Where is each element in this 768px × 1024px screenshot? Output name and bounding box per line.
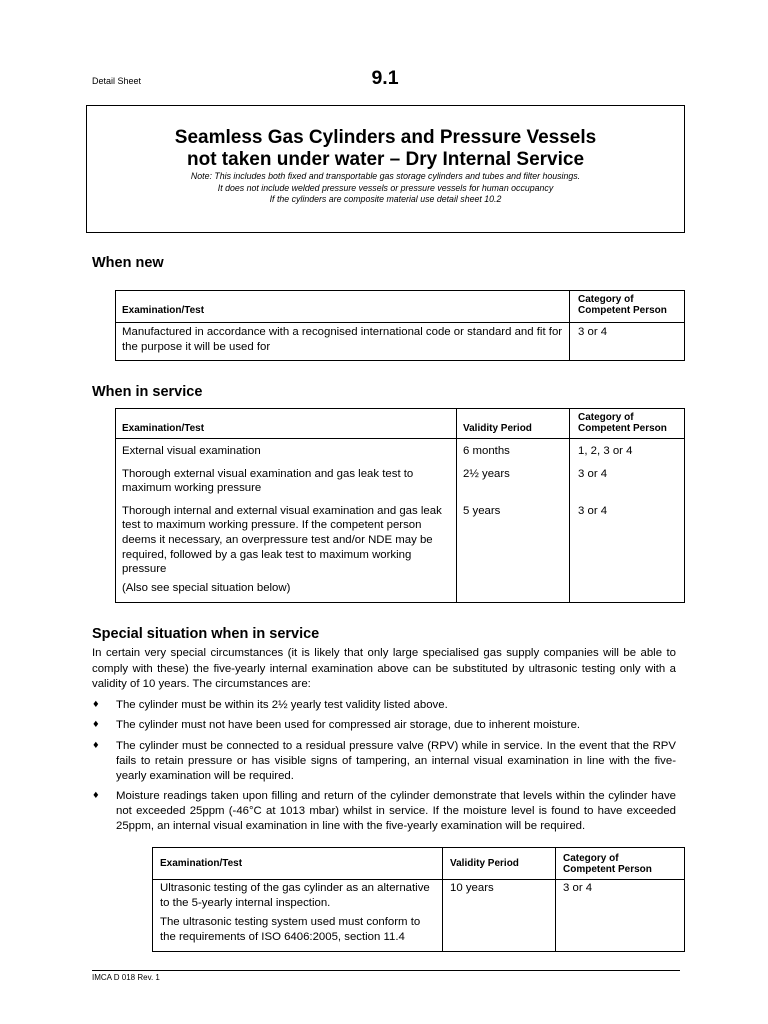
when-in-service-table: [115, 408, 685, 603]
list-item-text: The cylinder must be connected to a residual pressure valve (RPV) while in service. In the event that the RPV fails to retain pressure or has visible signs of tampering, an internal visual examination in line with the five-yearly examination will be required.: [116, 740, 676, 782]
circumstances-list: [92, 698, 676, 834]
list-item-text: The cylinder must be within its 2½ yearly test validity listed above.: [116, 698, 448, 711]
title-box: [86, 105, 685, 233]
table-cell-test: [116, 439, 457, 462]
column-header-test-label: Examination/Test: [160, 858, 243, 869]
column-header-validity-label: Validity Period: [450, 858, 519, 869]
table-body: [153, 880, 684, 951]
column-header-category-label: Category of Competent Person: [563, 852, 652, 875]
column-header-category: [570, 291, 684, 322]
table-cell-validity: 6 months: [457, 439, 570, 462]
test-description: Manufactured in accordance with a recognised international code or standard and fit for the purpose it will be used for: [122, 326, 563, 353]
table-header-row: [153, 848, 684, 880]
table-header-row: [116, 409, 684, 439]
test-requirement: The ultrasonic testing system used must conform to the requirements of ISO 6406:2005, section 11.4: [160, 916, 421, 943]
table-header-row: [116, 291, 684, 323]
list-item-text: Moisture readings taken upon filling and return of the cylinder demonstrate that levels within the cylinder have not exceeded 25ppm (-46°C at 1013 mbar) whilst in service. If the moisture level is found to have exceeded 25ppm, an internal visual examination in line with the five-yearly examination will be required.: [116, 790, 676, 833]
table-cell-category: 3 or 4: [578, 326, 608, 338]
when-in-service-heading: When in service: [92, 384, 203, 400]
diamond-bullet-icon: ♦: [92, 791, 100, 802]
column-header-test-label: Examination/Test: [122, 305, 205, 316]
table-cell-test: [116, 323, 570, 360]
table-cell-category: 1, 2, 3 or 4: [578, 445, 633, 457]
table-cell-category: 3 or 4: [578, 467, 608, 480]
special-situation-heading: Special situation when in service: [92, 626, 320, 642]
list-item: [92, 718, 676, 733]
test-description: Ultrasonic testing of the gas cylinder as an alternative to the 5-yearly internal inspection.: [160, 882, 430, 909]
sheet-number: 9.1: [371, 67, 399, 89]
note-line-1: Note: This includes both fixed and transportable gas storage cylinders and tubes and filter housings.: [190, 171, 581, 181]
table-cell-category: 3 or 4: [578, 504, 608, 517]
table-cell-validity: 10 years: [443, 880, 556, 951]
column-header-validity: [443, 848, 556, 879]
table-body: [116, 439, 684, 602]
column-header-test: [116, 409, 457, 438]
list-item: [92, 739, 676, 783]
ultrasonic-testing-table: [152, 847, 685, 952]
note-line-2: It does not include welded pressure vessels or pressure vessels for human occupancy: [217, 182, 554, 193]
diamond-bullet-icon: ♦: [92, 720, 100, 731]
intro-paragraph: In certain very special circumstances (it is likely that only large specialised gas supply companies will be able to comply with these) the five-yearly internal examination above can be substituted by ultrasonic testing only with a validity of 10 years. The circumstances are:: [92, 647, 676, 690]
test-description: Thorough internal and external visual examination and gas leak test to maximum working pressure. If the competent person deems it necessary, an overpressure test and/or NDE may be required, followed by a gas leak test to maximum working pressure: [122, 504, 442, 576]
table-cell-category: 3 or 4: [563, 882, 593, 894]
when-new-table: [115, 290, 685, 361]
test-note: (Also see special situation below): [122, 581, 291, 594]
page-title-line-1: Seamless Gas Cylinders and Pressure Vessels: [174, 127, 597, 148]
column-header-test: [116, 291, 570, 322]
column-header-category-label: Category of Competent Person: [578, 412, 667, 434]
test-description: External visual examination: [122, 445, 261, 457]
diamond-bullet-icon: ♦: [92, 741, 100, 752]
column-header-category: [556, 848, 684, 879]
footer-divider: [92, 970, 680, 971]
column-header-test-label: Examination/Test: [122, 423, 205, 434]
table-cell-test: [153, 880, 443, 951]
list-item-text: The cylinder must not have been used for compressed air storage, due to inherent moisture.: [116, 719, 581, 732]
page-title-line-2: not taken under water – Dry Internal Service: [186, 149, 585, 170]
detail-sheet-label: Detail Sheet: [92, 76, 142, 86]
table-cell-test: [116, 462, 457, 499]
table-cell-validity: 5 years: [457, 499, 570, 602]
table-body: [116, 323, 684, 360]
list-item: [92, 698, 676, 713]
when-new-heading: When new: [92, 255, 164, 271]
diamond-bullet-icon: ♦: [92, 699, 100, 710]
note-line-3: If the cylinders are composite material use detail sheet 10.2: [269, 194, 502, 204]
column-header-validity: [457, 409, 570, 438]
list-item: [92, 789, 676, 833]
test-description: Thorough external visual examination and gas leak test to maximum working pressure: [122, 467, 414, 495]
table-cell-test: [116, 499, 457, 602]
special-situation-section: [92, 646, 676, 840]
column-header-category-label: Category of Competent Person: [578, 294, 667, 316]
footer-document-reference: IMCA D 018 Rev. 1: [92, 973, 160, 982]
column-header-test: [153, 848, 443, 879]
column-header-category: [570, 409, 684, 438]
table-cell-validity: 2½ years: [457, 462, 570, 499]
column-header-validity-label: Validity Period: [463, 423, 532, 434]
